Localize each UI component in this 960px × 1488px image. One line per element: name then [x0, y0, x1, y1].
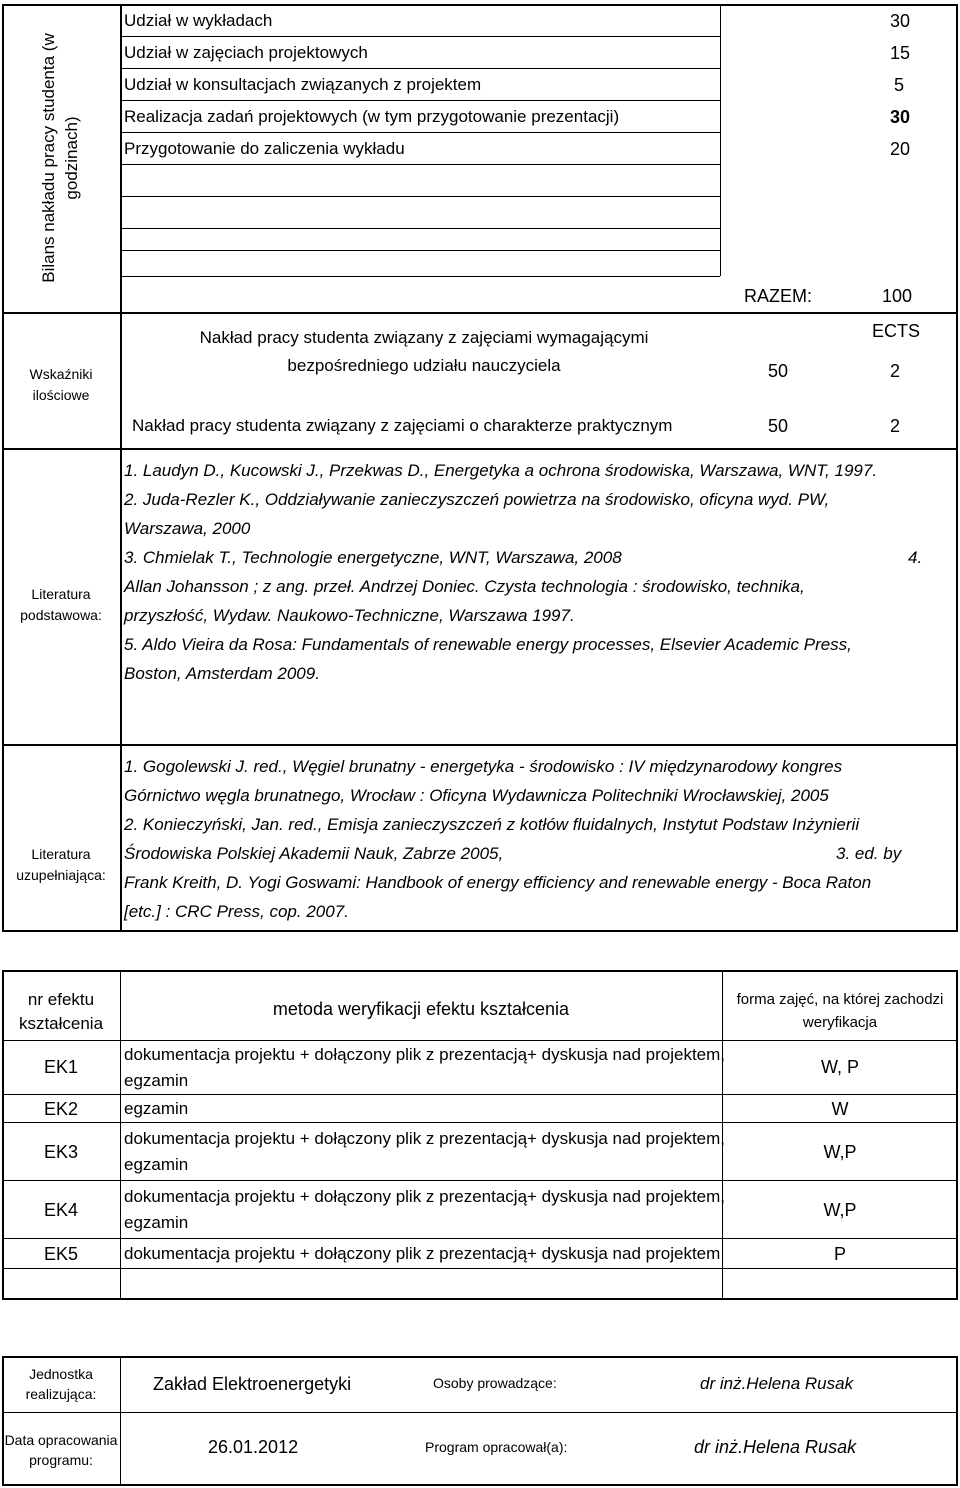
ek-method: egzamin	[124, 1071, 189, 1090]
bilans-row-value: 20	[889, 139, 910, 159]
ek-form: P	[833, 1244, 846, 1264]
bilans-row-value: 5	[893, 75, 904, 95]
ek-number: EK5	[43, 1244, 79, 1264]
literature-entry: 4.	[908, 548, 923, 567]
ek-number: EK4	[43, 1200, 79, 1220]
literature-entry: Boston, Amsterdam 2009.	[124, 664, 320, 683]
bilans-row-line	[120, 132, 720, 133]
opracowal-value: dr inż.Helena Rusak	[694, 1437, 857, 1457]
ek-method: egzamin	[124, 1213, 189, 1232]
bilans-row-value: 15	[889, 43, 910, 63]
bilans-label: Bilans nakładu pracy studenta (w godzinach)	[39, 33, 81, 283]
bilans-row-label: Udział w konsultacjach związanych z projektem	[124, 75, 482, 94]
ek-number: EK2	[43, 1099, 79, 1119]
ek-header-form: forma zajęć, na której zachodzi weryfikacja	[736, 991, 944, 1032]
footer-row-divider	[2, 1412, 958, 1413]
bilans-row-line	[120, 196, 720, 197]
literature-entry: przyszłość, Wydaw. Naukowo-Techniczne, Warszawa 1997.	[124, 606, 575, 625]
ek-form: W, P	[820, 1057, 859, 1077]
ek-method: dokumentacja projektu + dołączony plik z prezentacją+ dyskusja nad projektem,	[124, 1129, 726, 1148]
bilans-row-value: 30	[889, 11, 910, 31]
ek-row-line	[2, 1238, 958, 1239]
ek-form: W,P	[823, 1142, 857, 1162]
literature-entry: 2. Konieczyński, Jan. red., Emisja zanieczyszczeń z kotłów fluidalnych, Instytut Podstaw Inżynierii	[124, 815, 860, 834]
data-value: 26.01.2012	[208, 1437, 299, 1457]
divider-wskazniki-literatura	[2, 448, 958, 450]
bilans-row-line	[120, 250, 720, 251]
ek-method: egzamin	[124, 1099, 189, 1118]
opracowal-label: Program opracował(a):	[425, 1439, 568, 1455]
literature-entry: Środowiska Polskiej Akademii Nauk, Zabrze 2005,	[124, 844, 504, 863]
ek-row-line	[2, 1180, 958, 1181]
ek-col-divider-1	[120, 970, 121, 1300]
ek-row-line	[2, 1040, 958, 1041]
ek-row-line	[2, 1122, 958, 1123]
ek-method: dokumentacja projektu + dołączony plik z prezentacją+ dyskusja nad projektem	[124, 1244, 721, 1263]
literature-entry: 1. Laudyn D., Kucowski J., Przekwas D., Energetyka a ochrona środowiska, Warszawa, WNT, 1997.	[124, 461, 878, 480]
literatura-uzupelniajaca-label: Literatura uzupełniająca:	[16, 846, 106, 883]
ects-header: ECTS	[872, 321, 921, 341]
literature-entry: 3. Chmielak T., Technologie energetyczne, WNT, Warszawa, 2008	[124, 548, 622, 567]
footer-col-divider	[120, 1356, 121, 1486]
ek-method: dokumentacja projektu + dołączony plik z prezentacją+ dyskusja nad projektem,	[124, 1187, 726, 1206]
literatura-podstawowa-label: Literatura podstawowa:	[20, 586, 102, 623]
ek-number: EK1	[43, 1057, 79, 1077]
bilans-row-line	[120, 100, 720, 101]
ek-row-line	[2, 1268, 958, 1269]
bilans-row-label: Realizacja zadań projektowych (w tym przygotowanie prezentacji)	[124, 107, 620, 126]
ek-method: egzamin	[124, 1155, 189, 1174]
literature-entry: Warszawa, 2000	[124, 519, 251, 538]
ek-header-nr: nr efektu kształcenia	[18, 990, 104, 1033]
data-label: Data opracowania programu:	[4, 1432, 118, 1469]
literature-entry: 5. Aldo Vieira da Rosa: Fundamentals of renewable energy processes, Elsevier Academic Press,	[124, 635, 852, 654]
bilans-row-label: Przygotowanie do zaliczenia wykładu	[124, 139, 405, 158]
literature-entry: Allan Johansson ; z ang. przeł. Andrzej Doniec. Czysta technologia : środowisko, technika,	[124, 577, 805, 596]
ek-form: W,P	[823, 1200, 857, 1220]
bilans-row-value: 30	[889, 107, 910, 127]
literature-entry: [etc.] : CRC Press, cop. 2007.	[124, 902, 349, 921]
wskazniki-row2-hours: 50	[768, 416, 789, 436]
wskazniki-row1-line1: Nakład pracy studenta związany z zajęciami wymagającymi	[199, 328, 649, 347]
osoby-value: dr inż.Helena Rusak	[700, 1374, 854, 1393]
literature-entry: 2. Juda-Rezler K., Oddziaływanie zanieczyszczeń powietrza na środowisko, oficyna wyd. PW,	[124, 490, 830, 509]
ek-row-line	[2, 1094, 958, 1095]
divider-bilans-wskazniki	[2, 312, 958, 314]
razem-label: RAZEM:	[744, 286, 813, 306]
bilans-row-line	[120, 164, 720, 165]
wskazniki-row1-line2: bezpośredniego udziału nauczyciela	[287, 356, 561, 375]
bilans-row-line	[120, 68, 720, 69]
bilans-row-line	[120, 228, 720, 229]
razem-value: 100	[881, 286, 912, 306]
ek-form: W	[831, 1099, 849, 1119]
ek-header-method: metoda weryfikacji efektu kształcenia	[272, 999, 570, 1019]
bilans-row-label: Udział w wykładach	[124, 11, 273, 30]
ek-method: dokumentacja projektu + dołączony plik z prezentacją+ dyskusja nad projektem,	[124, 1045, 726, 1064]
wskazniki-row2-label: Nakład pracy studenta związany z zajęciami o charakterze praktycznym	[132, 416, 673, 435]
wskazniki-row2-ects: 2	[890, 416, 901, 436]
literature-entry: 1. Gogolewski J. red., Węgiel brunatny - energetyka - środowisko : IV międzynarodowy kongres	[124, 757, 843, 776]
bilans-value-divider	[720, 4, 721, 276]
wskazniki-row1-ects: 2	[890, 361, 901, 381]
wskazniki-row1-hours: 50	[768, 361, 789, 381]
ek-number: EK3	[43, 1142, 79, 1162]
bilans-row-line	[120, 276, 720, 277]
literature-entry: 3. ed. by	[836, 844, 902, 863]
bilans-row-label: Udział w zajęciach projektowych	[124, 43, 368, 62]
supplementary-divider	[120, 746, 122, 932]
bilans-row-line	[120, 36, 720, 37]
jednostka-value: Zakład Elektroenergetyki	[153, 1374, 352, 1394]
left-column-divider	[120, 4, 122, 746]
literature-entry: Górnictwo węgla brunatnego, Wrocław : Oficyna Wydawnicza Politechniki Wrocławskiej, 2005	[124, 786, 829, 805]
wskazniki-label: Wskaźniki ilościowe	[29, 366, 93, 403]
jednostka-label: Jednostka realizująca:	[25, 1366, 97, 1403]
literature-entry: Frank Kreith, D. Yogi Goswami: Handbook of energy efficiency and renewable energy - Boca Raton	[124, 873, 872, 892]
osoby-label: Osoby prowadzące:	[433, 1375, 557, 1391]
